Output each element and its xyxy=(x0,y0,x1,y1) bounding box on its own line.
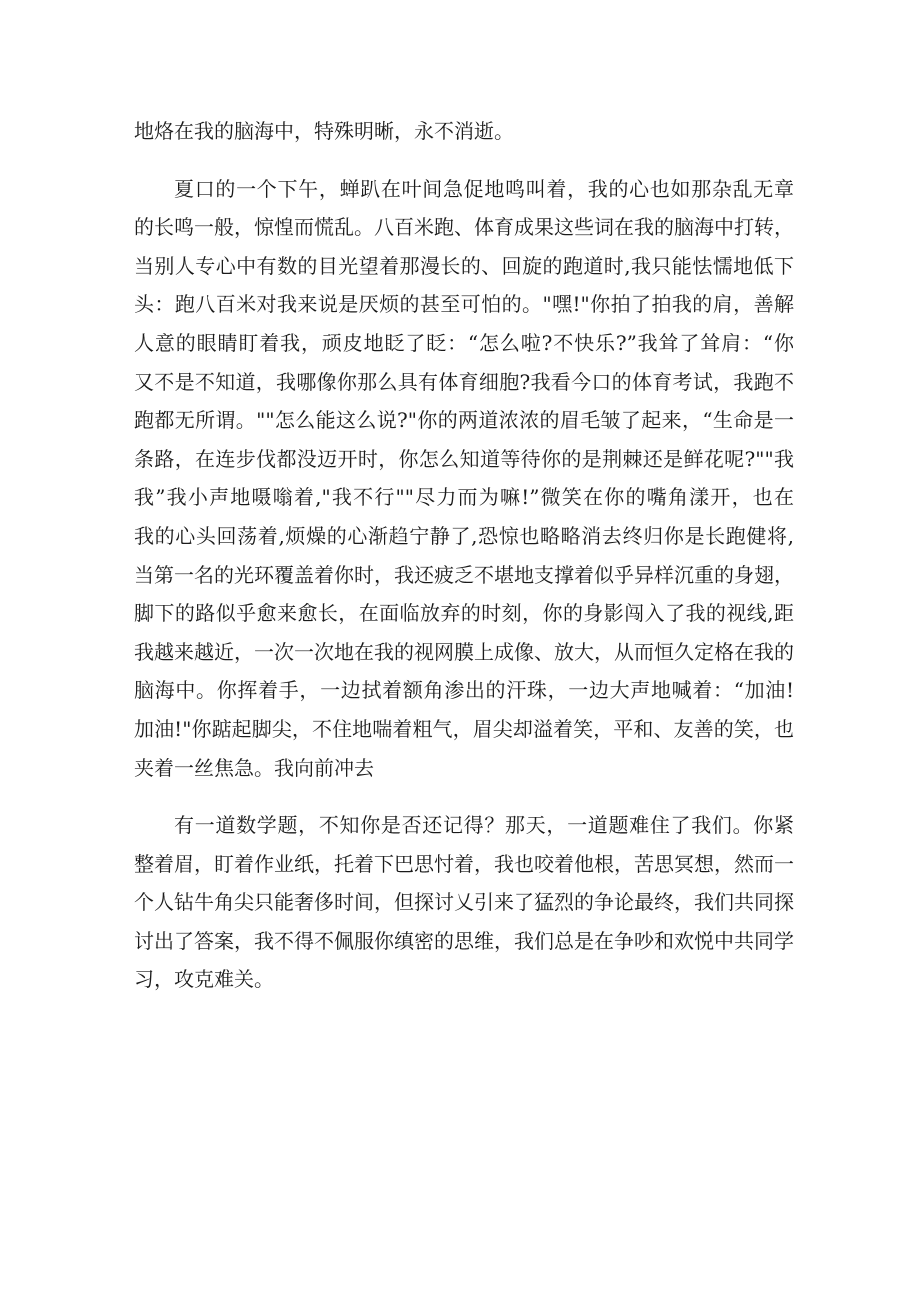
text-line: 我越来越近，一次一次地在我的视网膜上成像、放大，从而恒久定格在我的 xyxy=(134,639,794,664)
document-body xyxy=(134,112,794,999)
text-line: 习，攻克难关。 xyxy=(134,967,274,992)
text-line: 夹着一丝焦急。我向前冲去 xyxy=(134,755,374,780)
text-line: 加油!"你踮起脚尖，不住地喘着粗气，眉尖却溢着笑，平和、友善的笑，也 xyxy=(134,716,794,741)
text-line: 人意的眼睛盯着我，顽皮地眨了眨：“怎么啦?不快乐?”我耸了耸肩：“你 xyxy=(134,330,794,355)
text-line: 个人钻牛角尖只能奢侈时间，但探讨乂引来了猛烈的争论最终，我们共同探 xyxy=(134,890,794,915)
text-line: 我”我小声地嗫嗡着,"我不行""尽力而为嘛!”微笑在你的嘴角漾开，也在 xyxy=(134,485,794,510)
text-line: 当别人专心中有数的目光望着那漫长的、回旋的跑道时,我只能怯懦地低下 xyxy=(134,253,794,278)
text-line: 整着眉，盯着作业纸，托着下巴思忖着，我也咬着他根，苦思冥想，然而一 xyxy=(134,851,794,876)
text-line: 当第一名的光环覆盖着你时，我还疲乏不堪地支撑着似乎异样沉重的身翅， xyxy=(134,562,794,587)
text-line: 有一道数学题，不知你是否还记得？那天，一道题难住了我们。你紧 xyxy=(174,813,794,838)
paragraph xyxy=(134,112,794,151)
text-line: 跑都无所谓。""怎么能这么说?"你的两道浓浓的眉毛皱了起来，“生命是一 xyxy=(134,408,794,433)
text-line: 头：跑八百米对我来说是厌烦的甚至可怕的。"嘿!"你拍了拍我的肩，善解 xyxy=(134,292,794,317)
text-line: 的长鸣一般，惊惶而慌乱。八百米跑、体育成果这些词在我的脑海中打转， xyxy=(134,215,794,240)
paragraph xyxy=(134,170,794,788)
text-line: 夏口的一个下午，蝉趴在叶间急促地鸣叫着，我的心也如那杂乱无章 xyxy=(174,176,794,201)
text-line: 讨出了答案，我不得不佩服你缜密的思维，我们总是在争吵和欢悦中共同学 xyxy=(134,928,794,953)
text-line: 地烙在我的脑海中，特殊明晰，永不消逝。 xyxy=(134,119,514,143)
text-line: 又不是不知道，我哪像你那么具有体育细胞?我看今口的体育考试，我跑不 xyxy=(134,369,794,394)
text-line: 我的心头回荡着,烦燥的心渐趋宁静了,恐惊也略略消去终归你是长跑健将, xyxy=(134,523,794,548)
paragraph xyxy=(134,806,794,999)
text-line: 脑海中。你挥着手，一边拭着额角渗出的汗珠，一边大声地喊着：“加油! xyxy=(134,678,794,703)
text-line: 脚下的路似乎愈来愈长，在面临放弃的时刻，你的身影闯入了我的视线,距 xyxy=(134,601,794,626)
text-line: 条路，在连步伐都没迈开时，你怎么知道等待你的是荆棘还是鲜花呢?""我 xyxy=(134,446,794,471)
